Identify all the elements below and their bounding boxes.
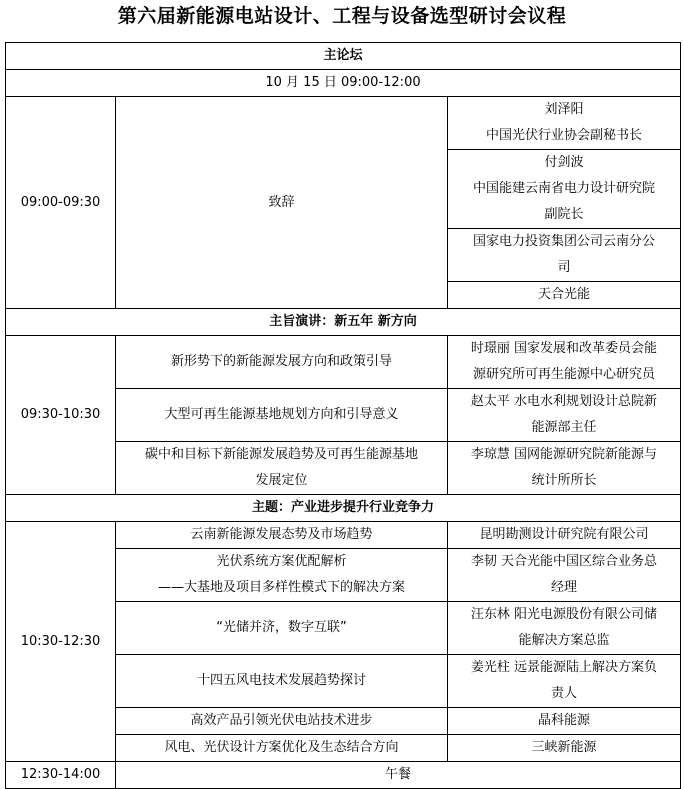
time-cell: 10:30-12:30 [6, 522, 116, 762]
speaker-cell [448, 389, 681, 442]
topic-cell: 云南新能源发展态势及市场趋势 [116, 522, 448, 549]
table-row [6, 522, 681, 549]
topic-cell: “光储并济，数字互联” [116, 602, 448, 655]
time-cell: 09:00-09:30 [6, 97, 116, 309]
topic-cell [116, 549, 448, 602]
speaker-name: 刘泽阳 [544, 102, 584, 117]
speaker-cell: 昆明勘测设计研究院有限公司 [448, 522, 681, 549]
speaker-cell: 晶科能源 [448, 708, 681, 735]
speaker-cell [448, 442, 681, 495]
speaker-cell [448, 229, 681, 282]
speaker-line: 赵太平 水电水利规划设计总院新 [470, 394, 658, 409]
speaker-cell [448, 336, 681, 389]
speaker-line: 能源部主任 [531, 420, 597, 435]
speaker-line: 姜光柱 远景能源陆上解决方案负 [470, 660, 658, 675]
topic-cell: 高效产品引领光伏电站技术进步 [116, 708, 448, 735]
section-heading-row [6, 43, 681, 70]
speaker-line: 汪东林 阳光电源股份有限公司储 [470, 607, 658, 622]
speaker-line: 李琼慧 国网能源研究院新能源与 [470, 447, 658, 462]
table-row [6, 762, 681, 789]
topic-cell: 新形势下的新能源发展方向和政策引导 [116, 336, 448, 389]
topic-cell: 十四五风电技术发展趋势探讨 [116, 655, 448, 708]
speaker-org: 司 [557, 260, 571, 275]
section-heading-row [6, 309, 681, 336]
speaker-cell [448, 97, 681, 150]
topic-line: 发展定位 [255, 473, 308, 488]
topic-line: ——大基地及项目多样性模式下的解决方案 [157, 580, 405, 595]
time-cell: 09:30-10:30 [6, 336, 116, 495]
industry-heading: 主题：产业进步提升行业竞争力 [6, 495, 681, 522]
topic-cell: 致辞 [116, 97, 448, 309]
speaker-line: 统计所所长 [531, 473, 597, 488]
lunch-cell: 午餐 [116, 762, 681, 789]
main-forum-date: 10 月 15 日 09:00-12:00 [6, 70, 681, 97]
speaker-line: 李韧 天合光能中国区综合业务总 [470, 554, 658, 569]
speaker-cell [448, 549, 681, 602]
speaker-line: 源研究所可再生能源中心研究员 [472, 367, 655, 382]
topic-cell: 大型可再生能源基地规划方向和引导意义 [116, 389, 448, 442]
speaker-cell [448, 602, 681, 655]
speaker-cell: 三峡新能源 [448, 735, 681, 762]
keynote-heading: 主旨演讲：新五年 新方向 [6, 309, 681, 336]
speaker-title: 中国光伏行业协会副秘书长 [485, 128, 642, 143]
main-forum-heading: 主论坛 [6, 43, 681, 70]
speaker-cell: 天合光能 [448, 282, 681, 309]
speaker-org: 国家电力投资集团公司云南分公 [472, 234, 655, 249]
speaker-line: 时璟丽 国家发展和改革委员会能 [470, 341, 658, 356]
section-heading-row [6, 495, 681, 522]
topic-cell [116, 442, 448, 495]
topic-line: 碳中和目标下新能源发展趋势及可再生能源基地 [144, 447, 418, 462]
topic-cell: 风电、光伏设计方案优化及生态结合方向 [116, 735, 448, 762]
topic-line: 光伏系统方案优配解析 [216, 554, 347, 569]
speaker-name: 付剑波 [544, 155, 584, 170]
table-row [6, 336, 681, 389]
speaker-title: 中国能建云南省电力设计研究院 [472, 181, 655, 196]
speaker-line: 责人 [550, 686, 577, 701]
speaker-cell [448, 150, 681, 229]
page-title: 第六届新能源电站设计、工程与设备选型研讨会议程 [117, 5, 567, 27]
agenda-table [5, 42, 681, 789]
speaker-line: 经理 [550, 580, 577, 595]
time-cell: 12:30-14:00 [6, 762, 116, 789]
speaker-title: 副院长 [544, 207, 584, 222]
table-row [6, 97, 681, 150]
speaker-line: 能解决方案总监 [518, 633, 610, 648]
date-row [6, 70, 681, 97]
speaker-cell [448, 655, 681, 708]
